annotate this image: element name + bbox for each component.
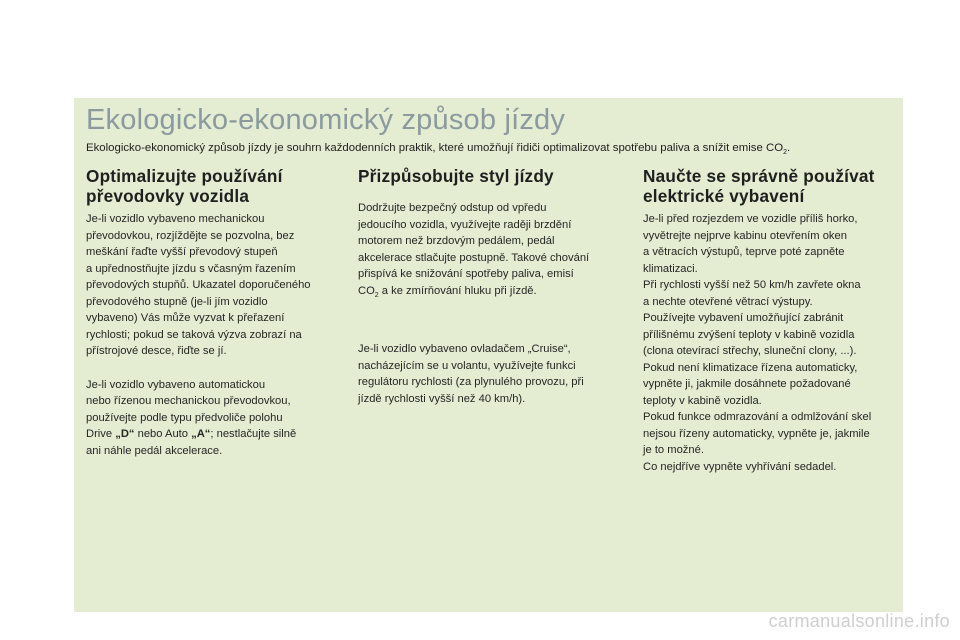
section-heading: Přizpůsobujte styl jízdy bbox=[358, 166, 554, 186]
section-paragraph: Je-li před rozjezdem ve vozidle příliš horko, vyvětrejte nejprve kabinu otevřením oken a větracích výstupů, teprve poté zapněte klimatizaci. Při rychlosti vyšší než 50 km/h zavřete okna a nechte otevřené větrací výstupy. Používejte vybavení umožňující zabránit přílišnému zvýšení teploty v kabině vozidla (clona otevírací střechy, sluneční clony, ...). Pokud není klimatizace řízena automaticky, vypněte ji, jakmile dosáhnete požadované teploty v kabině vozidla. Pokud funkce odmrazování a odmlžování skel nejsou řízeny automaticky, vypněte je, jakmile je to možné. Co nejdříve vypněte vyhřívání sedadel. bbox=[643, 213, 872, 473]
section-heading: Optimalizujte používání převodovky vozidla bbox=[86, 166, 283, 206]
section-gearbox bbox=[86, 166, 348, 459]
drive-label: „D“ bbox=[115, 428, 135, 440]
auto-label: „A“ bbox=[191, 428, 211, 440]
section-paragraph: Je-li vozidlo vybaveno ovladačem „Cruise“, nacházejícím se u volantu, využívejte funkci regulátoru rychlosti (za plynulého provozu, při jízdě rychlosti vyšší než 40 km/h). bbox=[358, 343, 584, 405]
intro-text: Ekologicko-ekonomický způsob jízdy je souhrn každodenních praktik, které umožňují řidiči optimalizovat spotřebu paliva a snížit emise $CO_2$. bbox=[86, 142, 791, 156]
section-heading: Naučte se správně používat elektrické vybavení bbox=[643, 166, 875, 206]
page-title: Ekologicko-ekonomický způsob jízdy bbox=[86, 104, 566, 136]
section-paragraph: Je-li vozidlo vybaveno automatickou nebo řízenou mechanickou převodovkou, používejte podle typu předvoliče polohu Drive „D“ nebo Auto „A“; nestlačujte silně ani náhle pedál akcelerace. bbox=[86, 378, 297, 457]
section-driving-style bbox=[358, 166, 633, 407]
section-paragraph: Dodržujte bezpečný odstup od vpředu jedoucího vozidla, využívejte raději brzdění motorem než brzdovým pedálem, pedál akcelerace stlačujte postupně. Takové chování přispívá ke snižování spotřeby paliva, emisí $CO_2$ a ke zmírňování hluku při jízdě. bbox=[358, 202, 590, 299]
section-electrical bbox=[643, 166, 905, 475]
watermark: carmanualsonline.info bbox=[768, 611, 950, 631]
section-paragraph: Je-li vozidlo vybaveno mechanickou převodovkou, rozjíždějte se pozvolna, bez meškání řaďte vyšší převodový stupeň a upřednostňujte jízdu s včasným řazením převodových stupňů. Ukazatel doporučeného převodového stupně (je-li jím vozidlo vybaveno) Vás může vyzvat k přeřazení rychlosti; pokud se taková výzva zobrazí na přístrojové desce, řiďte se jí. bbox=[86, 213, 311, 357]
